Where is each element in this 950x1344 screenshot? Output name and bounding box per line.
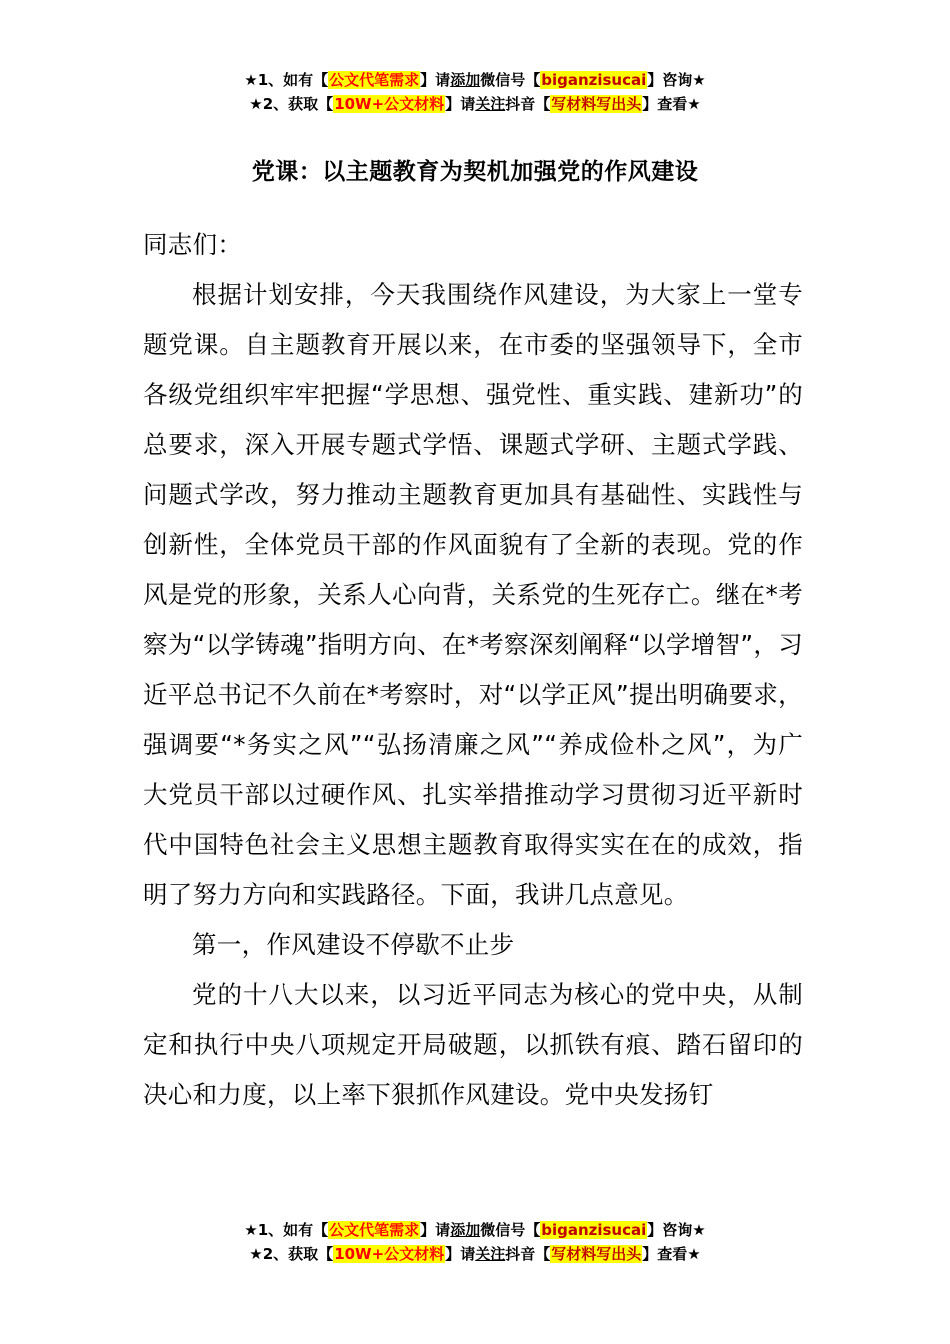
section-heading: 第一，作风建设不停歇不止步 <box>192 930 515 959</box>
banner-line-2: ★2、获取【10W+公文材料】请关注抖音【写材料写出头】查看★ <box>249 95 701 113</box>
highlight-materials: 10W+公文材料 <box>334 95 445 113</box>
banner-line-1: ★1、如有【公文代笔需求】请添加微信号【biganzisucai】咨询★ <box>244 1221 706 1239</box>
footer-banner <box>0 1218 950 1266</box>
highlight-ghostwriting: 公文代笔需求 <box>329 71 420 89</box>
wechat-id: biganzisucai <box>541 71 647 89</box>
douyin-account: 写材料写出头 <box>551 95 642 113</box>
banner-line-1: ★1、如有【公文代笔需求】请添加微信号【biganzisucai】咨询★ <box>244 71 706 89</box>
douyin-account: 写材料写出头 <box>551 1245 642 1263</box>
banner-line-2: ★2、获取【10W+公文材料】请关注抖音【写材料写出头】查看★ <box>249 1245 701 1263</box>
salutation: 同志们： <box>143 230 243 259</box>
highlight-ghostwriting: 公文代笔需求 <box>329 1221 420 1239</box>
wechat-id: biganzisucai <box>541 1221 647 1239</box>
document-title: 党课：以主题教育为契机加强党的作风建设 <box>251 159 699 185</box>
document-body <box>143 220 803 1120</box>
body-paragraph: 党的十八大以来，以习近平同志为核心的党中央，从制定和执行中央八项规定开局破题，以抓铁有痕、踏石留印的决心和力度，以上率下狠抓作风建设。党中央发扬钉 <box>143 980 803 1109</box>
header-banner <box>0 68 950 116</box>
body-paragraph: 根据计划安排，今天我围绕作风建设，为大家上一堂专题党课。自主题教育开展以来，在市委的坚强领导下，全市各级党组织牢牢把握“学思想、强党性、重实践、建新功”的总要求，深入开展专题式学悟、课题式学研、主题式学践、问题式学改，努力推动主题教育更加具有基础性、实践性与创新性，全体党员干部的作风面貌有了全新的表现。党的作风是党的形象，关系人心向背，关系党的生死存亡。继在*考察为“以学铸魂”指明方向、在*考察深刻阐释“以学增智”，习近平总书记不久前在*考察时，对“以学正风”提出明确要求，强调要“*务实之风”“弘扬清廉之风”“养成俭朴之风”，为广大党员干部以过硬作风、扎实举措推动学习贯彻习近平新时代中国特色社会主义思想主题教育取得实实在在的成效，指明了努力方向和实践路径。下面，我讲几点意见。 <box>143 280 803 909</box>
highlight-materials: 10W+公文材料 <box>334 1245 445 1263</box>
